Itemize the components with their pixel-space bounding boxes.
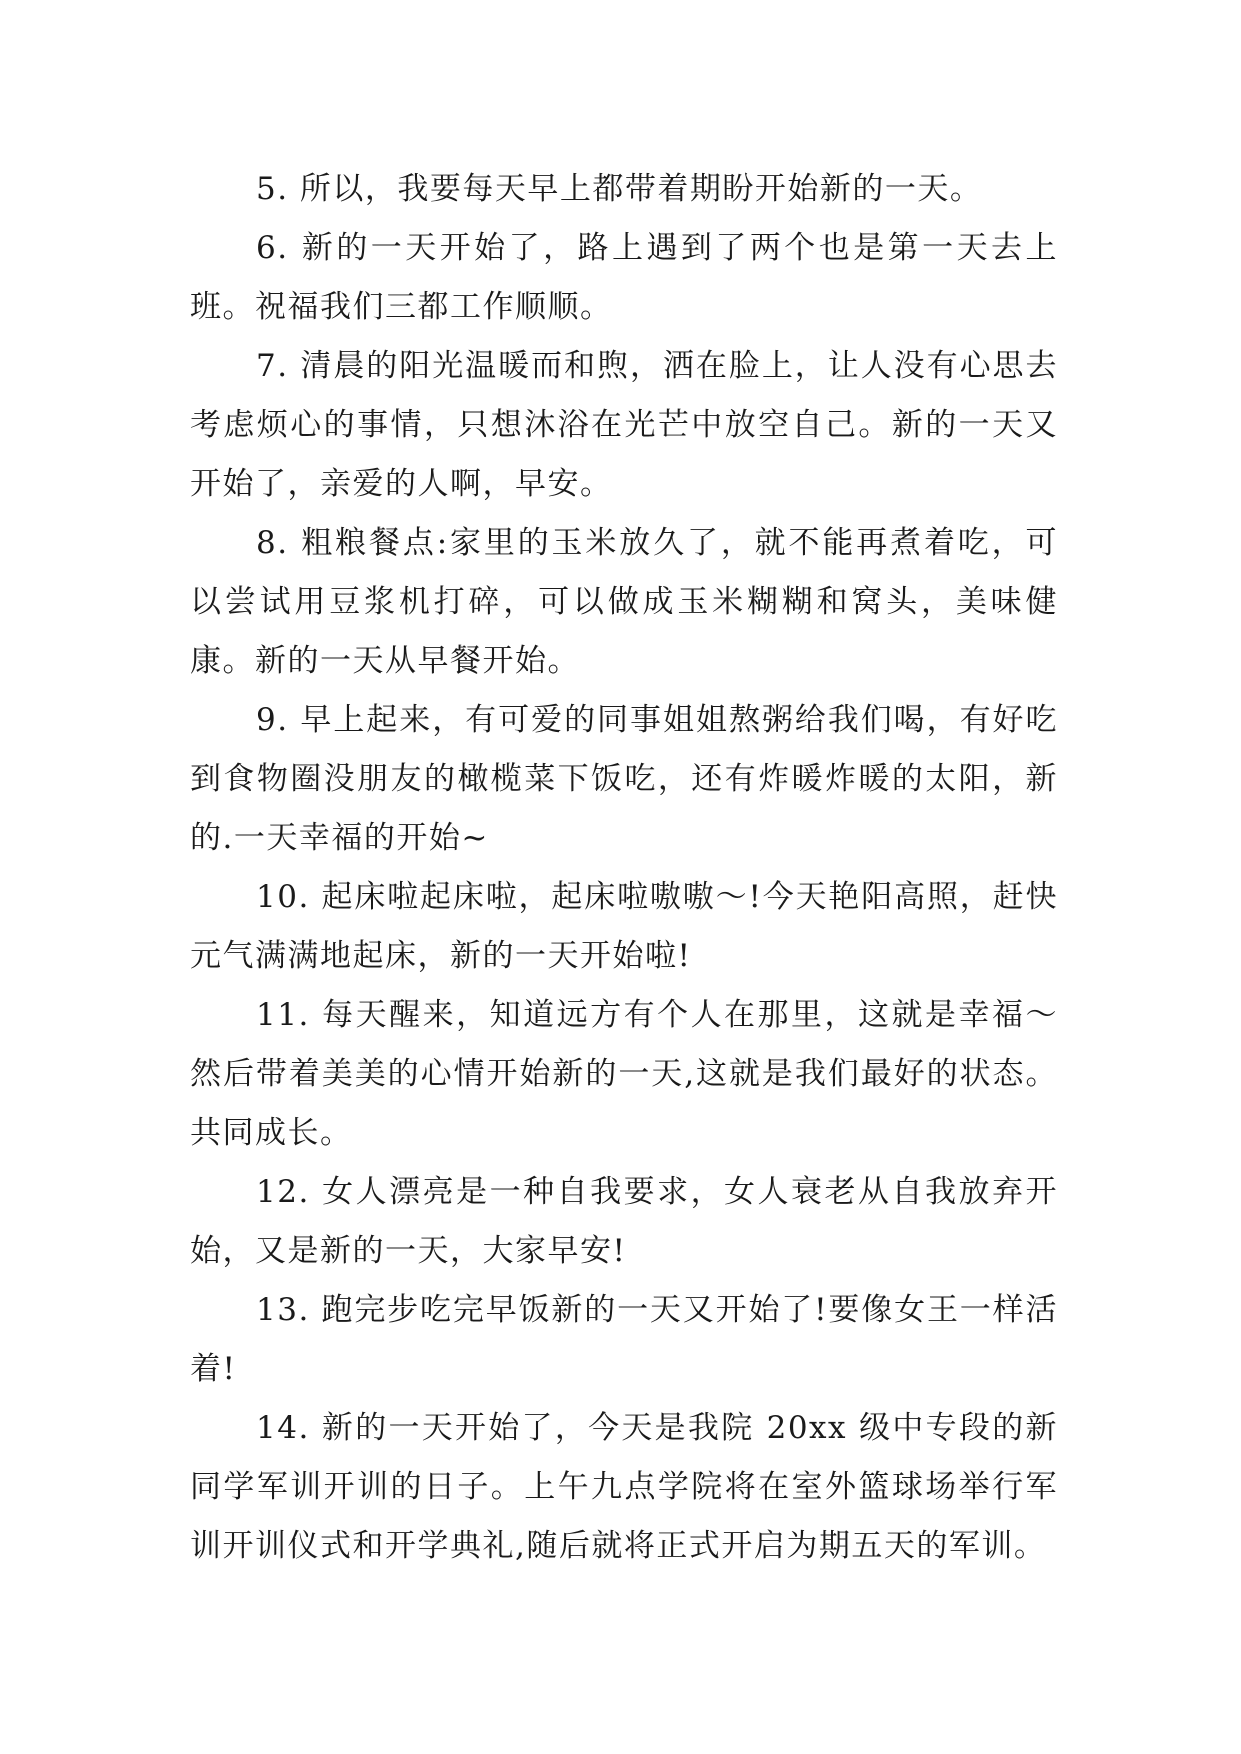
paragraph-5: 5. 所以，我要每天早上都带着期盼开始新的一天。 [256,171,983,207]
paragraph-7: 7. 清晨的阳光温暖而和煦，洒在脸上，让人没有心思去考虑烦心的事情，只想沐浴在光芒中放空自己。新的一天又开始了，亲爱的人啊，早安。 [190,348,1058,502]
document-body [190,160,1058,1576]
paragraph-13: 13. 跑完步吃完早饭新的一天又开始了!要像女王一样活着! [190,1292,1058,1387]
paragraph-14: 14. 新的一天开始了，今天是我院 20xx 级中专段的新同学军训开训的日子。上午九点学院将在室外篮球场举行军训开训仪式和开学典礼,随后就将正式开启为期五天的军训。 [190,1410,1058,1564]
paragraph-8: 8. 粗粮餐点:家里的玉米放久了，就不能再煮着吃，可以尝试用豆浆机打碎，可以做成玉米糊糊和窝头，美味健康。新的一天从早餐开始。 [190,525,1058,679]
paragraph-11: 11. 每天醒来，知道远方有个人在那里，这就是幸福～然后带着美美的心情开始新的一天,这就是我们最好的状态。共同成长。 [190,997,1058,1151]
paragraph-10: 10. 起床啦起床啦，起床啦嗷嗷～!今天艳阳高照，赶快元气满满地起床，新的一天开始啦! [190,879,1058,974]
paragraph-6: 6. 新的一天开始了，路上遇到了两个也是第一天去上班。祝福我们三都工作顺顺。 [190,230,1058,325]
paragraph-9: 9. 早上起来，有可爱的同事姐姐熬粥给我们喝，有好吃到食物圈没朋友的橄榄菜下饭吃，还有炸暖炸暖的太阳，新的.一天幸福的开始~ [190,702,1058,856]
paragraph-12: 12. 女人漂亮是一种自我要求，女人衰老从自我放弃开始，又是新的一天，大家早安! [190,1174,1058,1269]
